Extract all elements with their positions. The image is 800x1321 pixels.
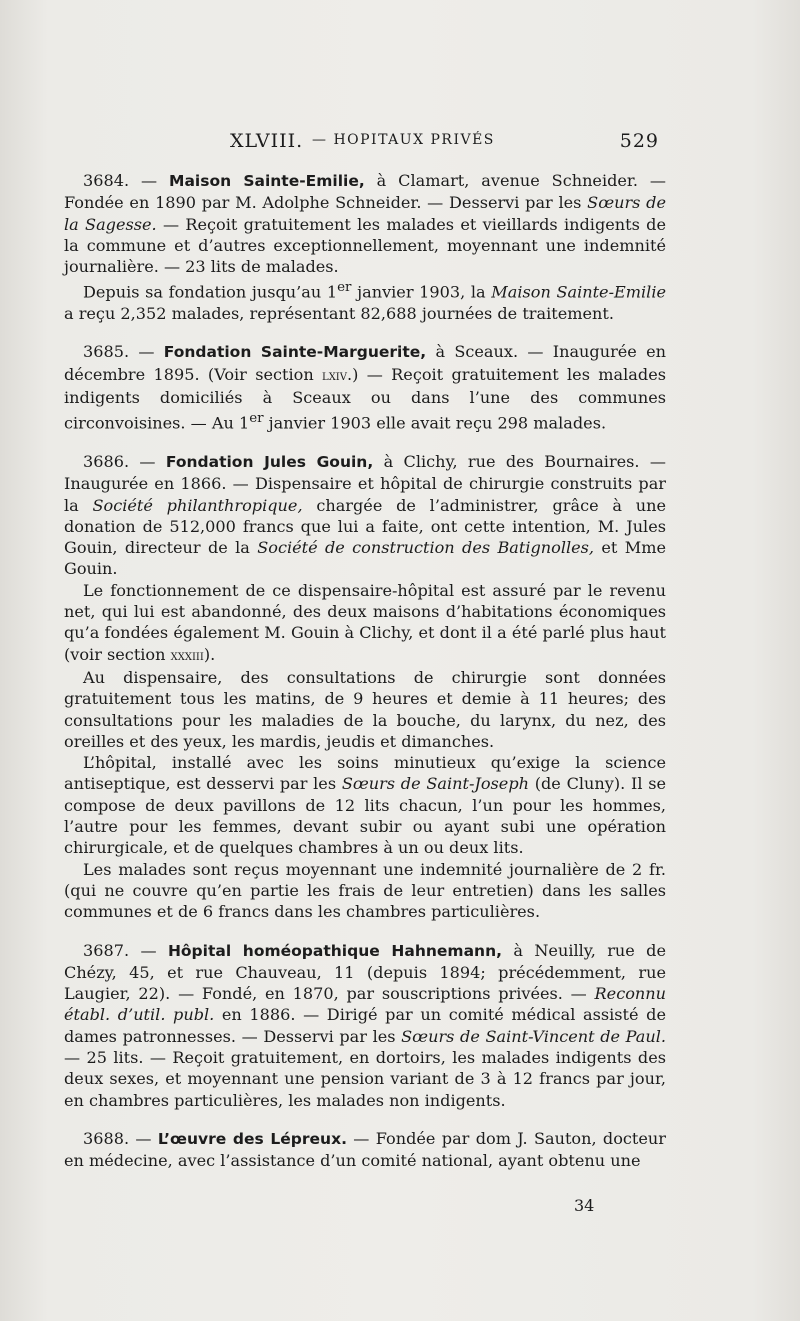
entry-3685: 3685. — Fondation Sainte-Marguerite, à Sceaux. — Inaugurée en décembre 1895. (Voir section lxiv.) — Reçoit gratuitement les malades indigents domiciliés à Sceaux ou dans l’une des communes circonvoisines. — Au 1er janvier 1903 elle avait reçu 298 malades. [64,342,666,433]
entry-title: Fondation Sainte-Marguerite, [163,343,427,362]
signature-mark: 34 [574,1196,595,1215]
entry-title: Maison Sainte-Emilie, [169,172,365,190]
entry-3686-paragraph: L’hôpital, installé avec les soins minutieux qu’exige la science antiseptique, est desservi par les Sœurs de Saint-Joseph (de Cluny). Il se compose de deux pavillons de 12 lits chacun, l’un pour les hommes, l’autre pour les femmes, devant subir ou ayant subi une opération chirurgicale, et de quelques chambres à un ou deux lits. [64,753,666,858]
entry-3687: 3687. — Hôpital homéopathique Hahnemann, à Neuilly, rue de Chézy, 45, et rue Chauveau, 11 (depuis 1894; précédemment, rue Laugier, 22). — Fondé, en 1870, par souscriptions privées. — Reconnu établ. d’util. publ. en 1886. — Dirigé par un comité médical assisté de dames patronnesses. — Desservi par les Sœurs de Saint-Vincent de Paul. — 25 lits. — Reçoit gratuitement, en dortoirs, les malades indigents des deux sexes, et moyennant une pension variant de 3 à 12 francs par jour, en chambres particulières, les malades non indigents. [64,940,666,1110]
entry-3686-paragraph: Le fonctionnement de ce dispensaire-hôpital est assuré par le revenu net, qui lui est abandonné, des deux maisons d’habitations économiques qu’a fondées également M. Gouin à Clichy, et dont il a été parlé plus haut (voir section xxxiii). [64,580,666,664]
entry-3686-paragraph: Les malades sont reçus moyennant une indemnité journalière de 2 fr. (qui ne couvre qu’en partie les frais de leur entretien) dans les salles communes et de 6 francs dans les chambres particulières. [64,859,666,922]
running-header [230,130,659,160]
entry-3686-paragraph: Au dispensaire, des consultations de chirurgie sont données gratuitement tous les matins, de 9 heures et demie à 11 heures; des consultations pour les maladies de la bouche, du larynx, du nez, des oreilles et des yeux, les mardis, jeudis et dimanches. [64,667,666,751]
page-body [64,170,666,1171]
entry-3684: 3684. — Maison Sainte-Emilie, à Clamart, avenue Schneider. — Fondée en 1890 par M. Adolphe Schneider. — Desservi par les Sœurs de la Sagesse. — Reçoit gratuitement les malades et vieillards indigents de la commune et d’autres exceptionnellement, moyennant une indemnité journalière. — 23 lits de malades. [64,171,666,277]
entry-3686: 3686. — Fondation Jules Gouin, à Clichy, rue des Bournaires. — Inaugurée en 1866. — Dispensaire et hôpital de chirurgie construits par la Société philanthropique, chargée de l’administrer, grâce à une donation de 512,000 francs que lui a faite, ont cette intention, M. Jules Gouin, directeur de la Société de construction des Batignolles, et Mme Gouin. [64,451,666,579]
entry-title: L’œuvre des Lépreux. [157,1129,347,1148]
entry-3688: 3688. — L’œuvre des Lépreux. — Fondée par dom J. Sauton, docteur en médecine, avec l’assistance d’un comité national, ayant obtenu une [64,1128,666,1171]
entry-title: Fondation Jules Gouin, [165,452,374,471]
page-number: 529 [619,130,659,152]
chapter-title: — HOPITAUX PRIVÉS [312,132,495,148]
entry-title: Hôpital homéopathique Hahnemann, [167,941,502,960]
chapter-number: XLVIII. [230,130,304,152]
entry-3684-paragraph: Depuis sa fondation jusqu’au 1er janvier 1903, la Maison Sainte-Emilie a reçu 2,352 malades, représentant 82,688 journées de traitement. [64,280,666,324]
